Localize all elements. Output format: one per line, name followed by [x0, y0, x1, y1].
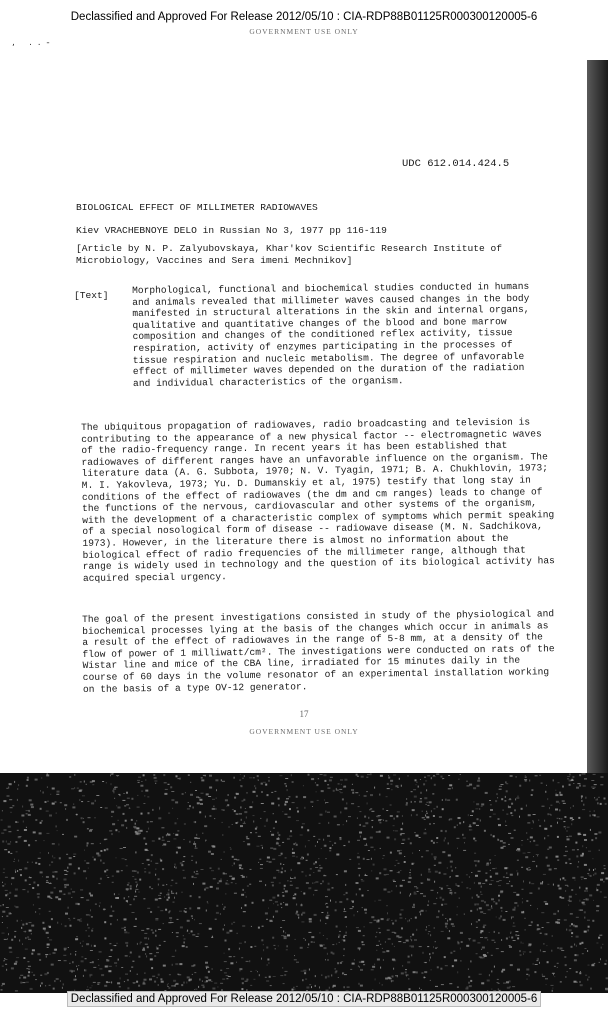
udc-code: UDC 612.014.424.5	[402, 158, 510, 170]
scan-noise-region	[0, 773, 608, 993]
article-attribution: [Article by N. P. Zalyubovskaya, Khar'kov Scientific Research Institute of Microbiology, Vaccines and Sera imeni Mechnikov]	[76, 243, 503, 266]
release-banner-bottom	[0, 993, 608, 1005]
classification-stamp-bottom: GOVERNMENT USE ONLY	[249, 727, 359, 736]
classification-stamp-top: GOVERNMENT USE ONLY	[249, 27, 359, 36]
body-paragraph-1: The ubiquitous propagation of radiowaves, radio broadcasting and television is contributing to the appearance of a new physical factor -- electromagnetic waves of the radio-frequency range. In recent years it has been established that radiowaves of different ranges have an unfavorable influence on the organism. The literature data (A. G. Subbota, 1970; N. V. Tyagin, 1971; B. A. Chukhlovin, 1973; M. I. Yakovleva, 1973; Yu. D. Dumanskiy et al, 1975) testify that long stay in conditions of the effect of radiowaves (the dm and cm ranges) leads to change of the functions of the nervous, cardiovascular and other systems of the organism, with the development of a characteristic complex of symptoms which permit speaking of a special nosological form of disease -- radiowave disease (M. N. Sadchikova, 1973). However, in the literature there is almost no information about the biological effect of radio frequencies of the millimeter range, although that range is widely used in technology and the question of its biological activity has acquired special urgency.	[81, 416, 555, 584]
release-banner-top: Declassified and Approved For Release 2012/05/10 : CIA-RDP88B01125R000300120005-6	[70, 11, 538, 23]
article-title: BIOLOGICAL EFFECT OF MILLIMETER RADIOWAVES	[76, 202, 318, 213]
abstract-label: [Text]	[74, 290, 109, 301]
body-paragraph-2: The goal of the present investigations consisted in study of the physiological and biochemical processes lying at the basis of the changes which occur in animals as a result of the effect of radiowaves in the range of 5-8 mm, at a density of the flow of power of 1 milliwatt/cm². The investigations were conducted on rats of the Wistar line and mice of the CBA line, irradiated for 15 minutes daily in the course of 60 days in the volume resonator of an experimental installation working on the basis of a type OV-12 generator.	[82, 608, 555, 695]
scan-edge-shadow	[587, 60, 608, 774]
scan-marks: , . . -	[12, 38, 50, 48]
abstract-text: Morphological, functional and biochemical studies conducted in humans and animals revealed that millimeter waves caused changes in the body manifested in structural alterations in the skin and internal organs, qualitative and quantitative changes of the blood and bone marrow composition and changes of the conditioned reflex activity, tissue respiration, activity of enzymes participating in the processes of tissue respiration and nucleic metabolism. The degree of unfavorable effect of millimeter waves depended on the duration of the radiation and individual characteristics of the organism.	[132, 280, 530, 389]
release-banner-bottom-text: Declassified and Approved For Release 2012/05/10 : CIA-RDP88B01125R000300120005-6	[67, 991, 542, 1007]
page-number: 17	[299, 709, 309, 719]
source-citation: Kiev VRACHEBNOYE DELO in Russian No 3, 1977 pp 116-119	[76, 225, 387, 236]
